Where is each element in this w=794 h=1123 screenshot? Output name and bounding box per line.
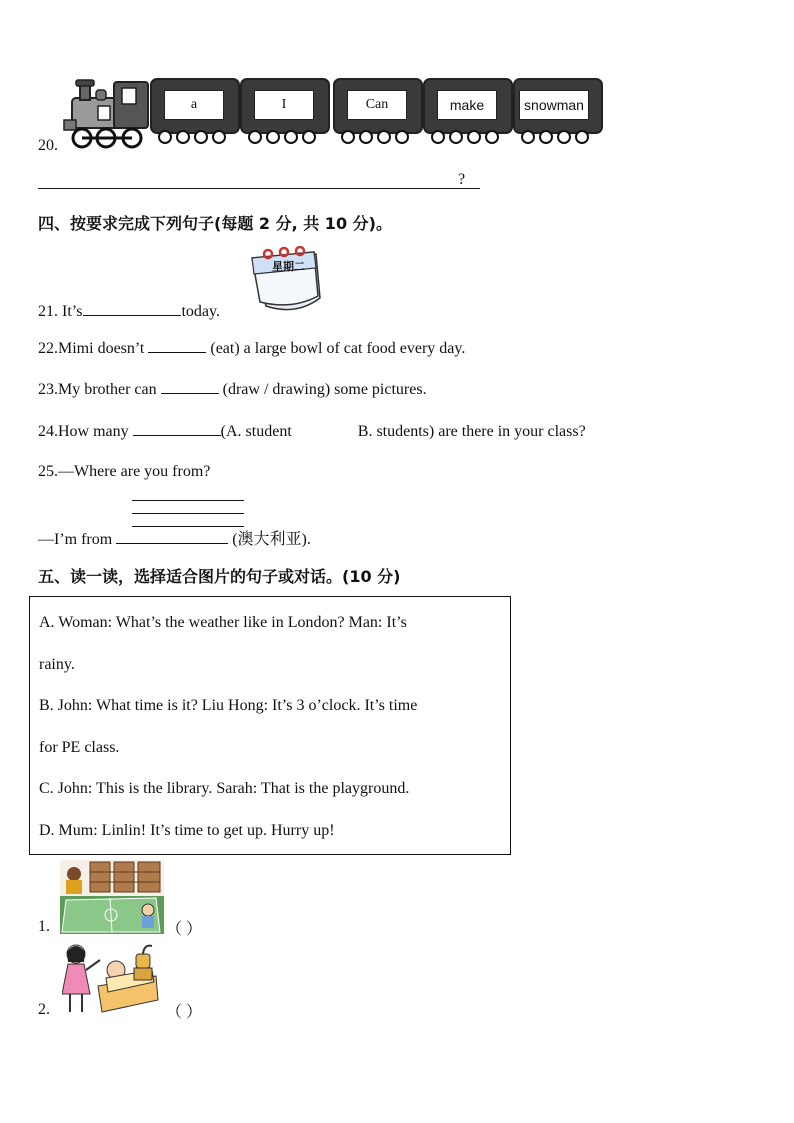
q20-question-mark: ? (458, 171, 466, 188)
section-4-heading: 四、按要求完成下列句子(每题 2 分, 共 10 分)。 (38, 214, 392, 233)
train-car-5 (513, 78, 603, 134)
word-train-illustration (62, 76, 602, 148)
option-a-line1: A. Woman: What’s the weather like in London? Man: It’s (39, 614, 407, 631)
locomotive-icon (62, 76, 154, 150)
train-word-4: make (437, 90, 497, 120)
train-car-4 (423, 78, 513, 134)
train-word-5: snowman (519, 90, 589, 120)
q23-blank[interactable] (161, 379, 219, 394)
item-1-answer-parens[interactable]: （ ） (166, 921, 203, 938)
car-3-wheels (341, 130, 409, 146)
option-a-line2: rainy. (39, 656, 75, 673)
option-c: C. John: This is the library. Sarah: That is the playground. (39, 780, 410, 797)
q25-question: 25.—Where are you from? (38, 463, 211, 480)
q25-blank[interactable] (116, 529, 228, 544)
q21-line: 21. It’s today. (38, 303, 220, 320)
q23-line: 23.My brother can (draw / drawing) some pictures. (38, 381, 427, 398)
q22-blank[interactable] (148, 338, 206, 353)
train-word-2: I (254, 90, 314, 120)
train-word-1: a (164, 90, 224, 120)
car-4-wheels (431, 130, 499, 146)
library-playground-picture (60, 860, 164, 934)
item-2-answer-parens[interactable]: （ ） (166, 1004, 203, 1021)
car-1-wheels (158, 130, 226, 146)
q20-answer-line[interactable] (38, 188, 480, 189)
wake-up-picture (62, 942, 160, 1016)
train-car-2 (240, 78, 330, 134)
calendar-icon (246, 246, 328, 314)
train-car-1 (150, 78, 240, 134)
train-car-3 (333, 78, 423, 134)
calendar-text: 星期二 (272, 260, 305, 273)
q22-line: 22.Mimi doesn’t (eat) a large bowl of cat food every day. (38, 340, 466, 357)
item-1-number: 1. (38, 918, 50, 935)
car-5-wheels (521, 130, 589, 146)
q24-line: 24.How many (A. student B. students) are there in your class? (38, 423, 586, 440)
q20-number: 20. (38, 137, 58, 154)
item-2-number: 2. (38, 1001, 50, 1018)
car-2-wheels (248, 130, 316, 146)
q25-answer: —I’m from (澳大利亚). (38, 531, 311, 548)
option-d: D. Mum: Linlin! It’s time to get up. Hurry up! (39, 822, 335, 839)
option-b-line1: B. John: What time is it? Liu Hong: It’s 3 o’clock. It’s time (39, 697, 418, 714)
q21-blank[interactable] (83, 301, 181, 316)
train-word-3: Can (347, 90, 407, 120)
option-b-line2: for PE class. (39, 739, 120, 756)
q24-blank[interactable] (133, 421, 221, 436)
dialogue-options-box (29, 596, 511, 855)
section-5-heading: 五、读一读，选择适合图片的句子或对话。(10 分) (38, 567, 401, 586)
